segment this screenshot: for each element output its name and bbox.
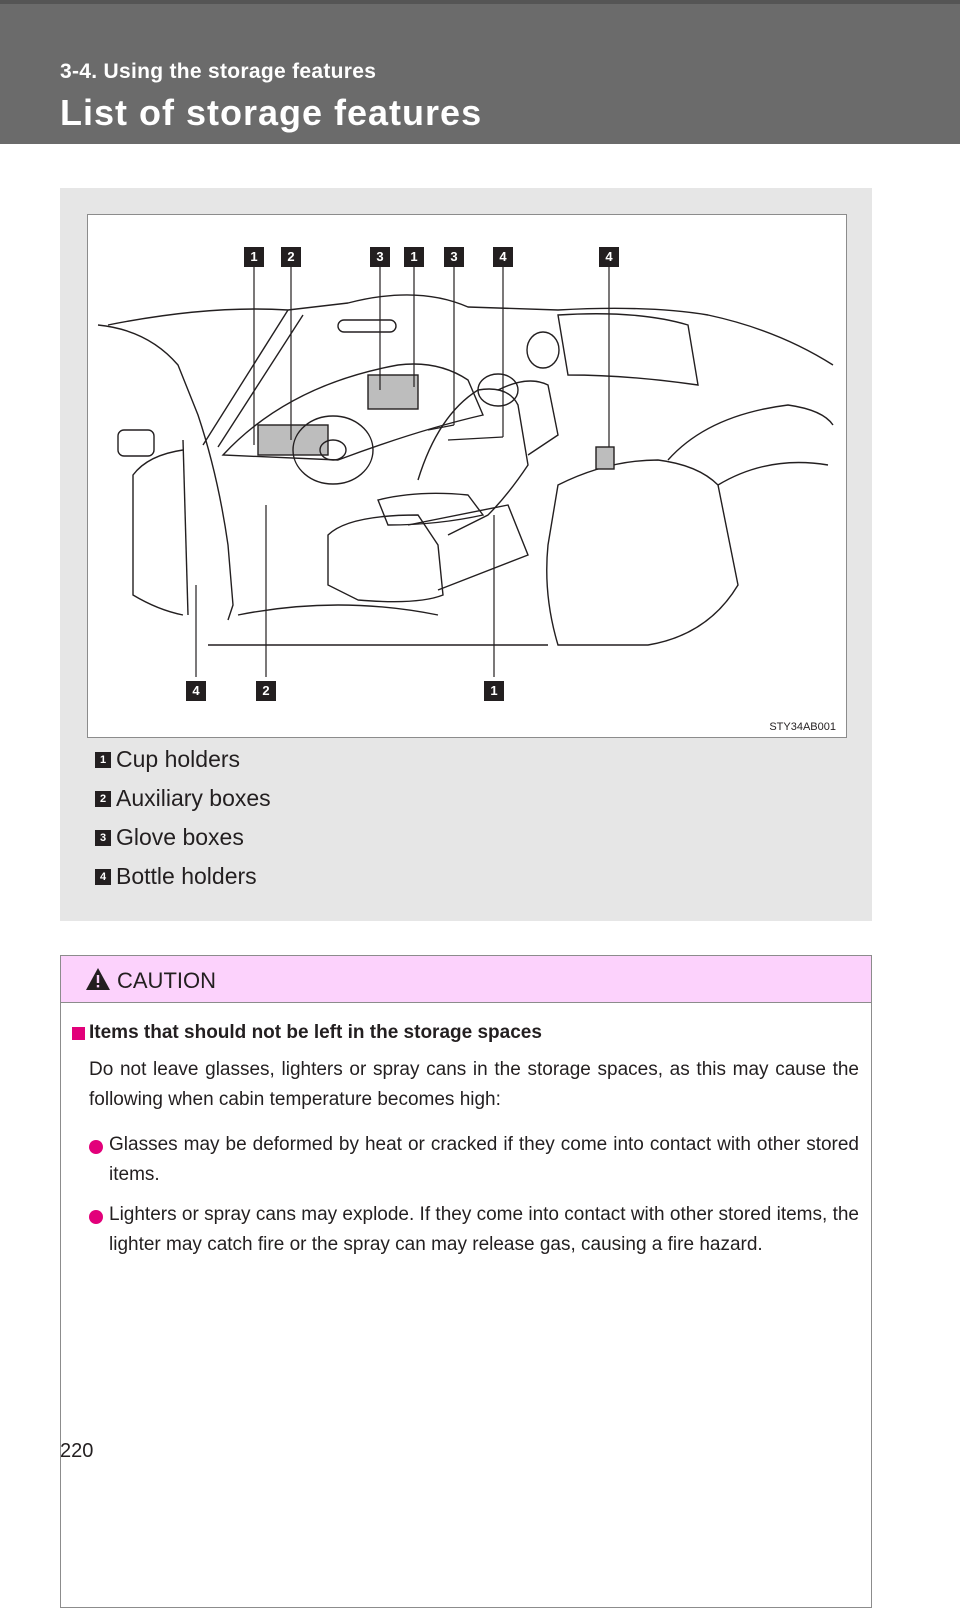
- legend-number: 2: [95, 791, 111, 807]
- caution-bullet: Lighters or spray cans may explode. If they come into contact with other stored items, the lighter may catch fire or the spray can may release gas, causing a fire hazard.: [109, 1204, 859, 1255]
- legend-label: Glove boxes: [116, 824, 244, 850]
- header-rule: [0, 0, 960, 4]
- page-title: List of storage features: [60, 92, 483, 133]
- legend-number: 4: [95, 869, 111, 885]
- section-label: 3-4. Using the storage features: [60, 60, 377, 83]
- legend-label: Cup holders: [116, 746, 241, 772]
- round-bullet-icon: [89, 1210, 103, 1224]
- page-header: [0, 0, 960, 144]
- legend-number: 1: [95, 752, 111, 768]
- caution-bullet: Glasses may be deformed by heat or cracked if they come into contact with other stored items.: [109, 1134, 859, 1185]
- callout-1: 1: [404, 247, 424, 267]
- callout-1: 1: [244, 247, 264, 267]
- callout-4: 4: [493, 247, 513, 267]
- callout-2: 2: [256, 681, 276, 701]
- callout-2: 2: [281, 247, 301, 267]
- callout-4: 4: [186, 681, 206, 701]
- caution-title: CAUTION: [117, 968, 216, 993]
- round-bullet-icon: [89, 1140, 103, 1154]
- callout-3: 3: [370, 247, 390, 267]
- legend-label: Auxiliary boxes: [116, 785, 271, 811]
- car-interior-illustration: [87, 214, 847, 738]
- warning-triangle-icon: [85, 967, 111, 991]
- caution-intro: Do not leave glasses, lighters or spray cans in the storage spaces, as this may cause the following when cabin temperature becomes high:: [89, 1059, 859, 1110]
- square-bullet-icon: [72, 1027, 85, 1040]
- legend-label: Bottle holders: [116, 863, 257, 889]
- callout-1: 1: [484, 681, 504, 701]
- callout-3: 3: [444, 247, 464, 267]
- caution-heading: Items that should not be left in the storage spaces: [89, 1022, 542, 1043]
- legend-number: 3: [95, 830, 111, 846]
- figure-code: STY34AB001: [769, 721, 836, 733]
- callout-4: 4: [599, 247, 619, 267]
- page-number: 220: [60, 1440, 94, 1462]
- caution-header: [61, 956, 871, 1003]
- car-interior-drawing: [88, 215, 846, 737]
- caution-box: [60, 955, 872, 1608]
